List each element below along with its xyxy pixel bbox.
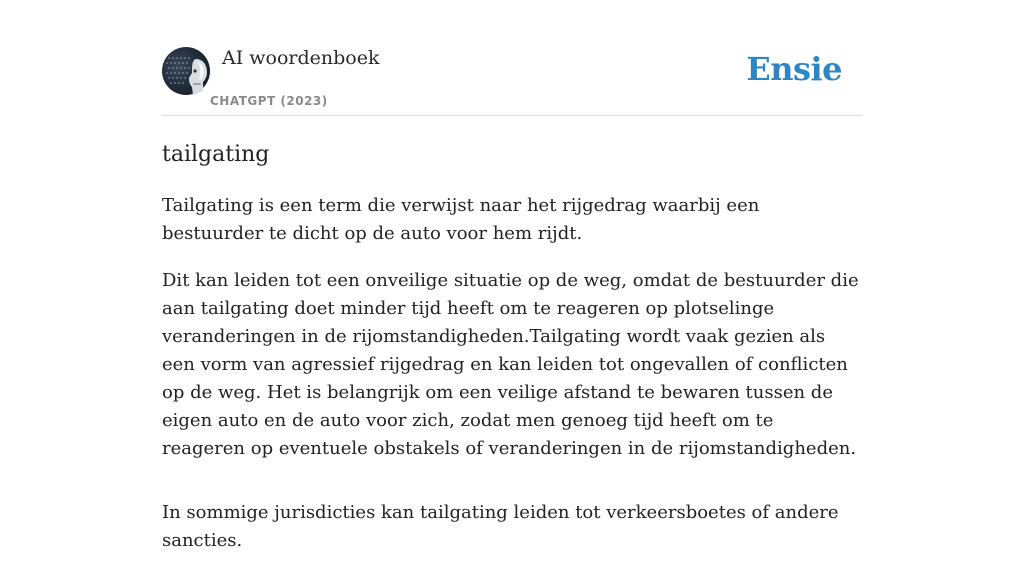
- entry-body: [162, 192, 862, 574]
- entry-paragraph: In sommige jurisdicties kan tailgating leiden tot verkeersboetes of andere sancties.: [162, 502, 839, 551]
- entry-paragraph: Tailgating is een term die verwijst naar het rijgedrag waarbij een bestuurder te dicht op de auto voor hem rijdt.: [162, 195, 760, 244]
- author-name[interactable]: AI woordenboek: [222, 47, 380, 69]
- entry-title: tailgating: [162, 142, 270, 167]
- entry-paragraph: Dit kan leiden tot een onveilige situatie op de weg, omdat de bestuurder die aan tailgating doet minder tijd heeft om te reageren op plotselinge veranderingen in de rijomstandigheden.Tailgating wordt vaak gezien als een vorm van agressief rijgedrag en kan leiden tot ongevallen of conflicten op de weg. Het is belangrijk om een veilige afstand te bewaren tussen de eigen auto en de auto voor zich, zodat men genoeg tijd heeft om te reageren op eventuele obstakels of veranderingen in de rijomstandigheden.: [162, 270, 859, 459]
- author-source-year: CHATGPT (2023): [210, 94, 328, 108]
- page-container: [162, 0, 862, 551]
- entry-header: [162, 0, 862, 116]
- brand-logo[interactable]: Ensie: [746, 50, 842, 88]
- robot-avatar-icon: [162, 47, 210, 95]
- author-avatar[interactable]: [162, 47, 210, 95]
